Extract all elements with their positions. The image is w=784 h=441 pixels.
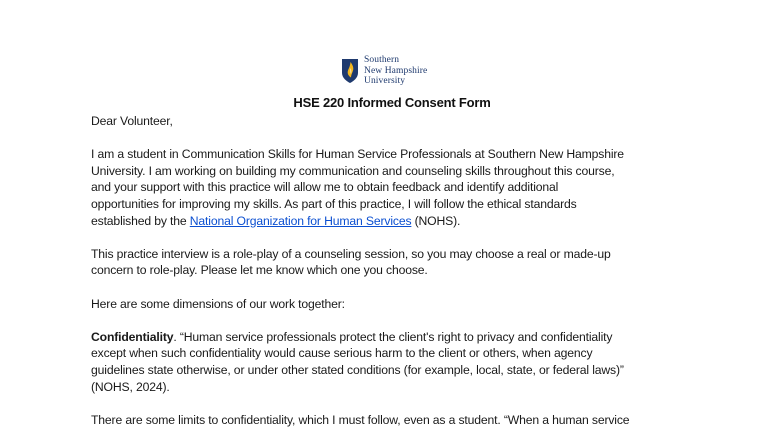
- text-span: . “Human service professionals protect the client's right to privacy and confidentiality: [173, 329, 613, 344]
- paragraph-line: except when such confidentiality would cause serious harm to the client or others, when agency: [91, 346, 593, 361]
- paragraph-line: I am a student in Communication Skills for Human Service Professionals at Southern New Hampshire: [91, 147, 624, 162]
- paragraph-line: concern to role-play. Please let me know which one you choose.: [91, 263, 428, 278]
- page-title: HSE 220 Informed Consent Form: [293, 95, 491, 110]
- paragraph-line: University. I am working on building my communication and counseling skills throughout this course,: [91, 163, 615, 178]
- paragraph-line: (NOHS, 2024).: [91, 379, 170, 394]
- paragraph-roleplay: [91, 246, 703, 279]
- snhu-logo: [341, 55, 427, 87]
- paragraph-line: This practice interview is a role-play of a counseling session, so you may choose a real or made-up: [91, 246, 611, 261]
- paragraph-intro: [91, 146, 703, 229]
- nohs-link[interactable]: National Organization for Human Services: [189, 213, 412, 228]
- shield-flame-icon: [341, 58, 359, 84]
- paragraph-dimensions: Here are some dimensions of our work together:: [91, 296, 345, 311]
- salutation: Dear Volunteer,: [91, 114, 173, 128]
- logo-line-3: University: [364, 76, 406, 86]
- paragraph-line: [91, 329, 703, 346]
- paragraph-line: There are some limits to confidentiality, which I must follow, even as a student. “When a human service: [91, 412, 630, 427]
- logo-line-1: Southern: [364, 55, 400, 65]
- paragraph-line: and your support with this practice will allow me to obtain feedback and identify additional: [91, 180, 559, 195]
- paragraph-limits: [91, 412, 703, 429]
- document-body: [91, 113, 703, 428]
- confidentiality-heading: Confidentiality: [91, 329, 174, 344]
- text-span: established by the: [91, 213, 190, 228]
- logo-wordmark: [364, 55, 427, 87]
- paragraph-line: opportunities for improving my skills. As part of this practice, I will follow the ethical standards: [91, 196, 577, 211]
- paragraph-line: guidelines state otherwise, or under other stated conditions (for example, local, state, or federal laws)”: [91, 362, 624, 377]
- text-span: (NOHS).: [411, 213, 461, 228]
- paragraph-confidentiality: [91, 329, 703, 395]
- paragraph-line: [91, 213, 703, 230]
- logo-line-2: New Hampshire: [364, 65, 428, 76]
